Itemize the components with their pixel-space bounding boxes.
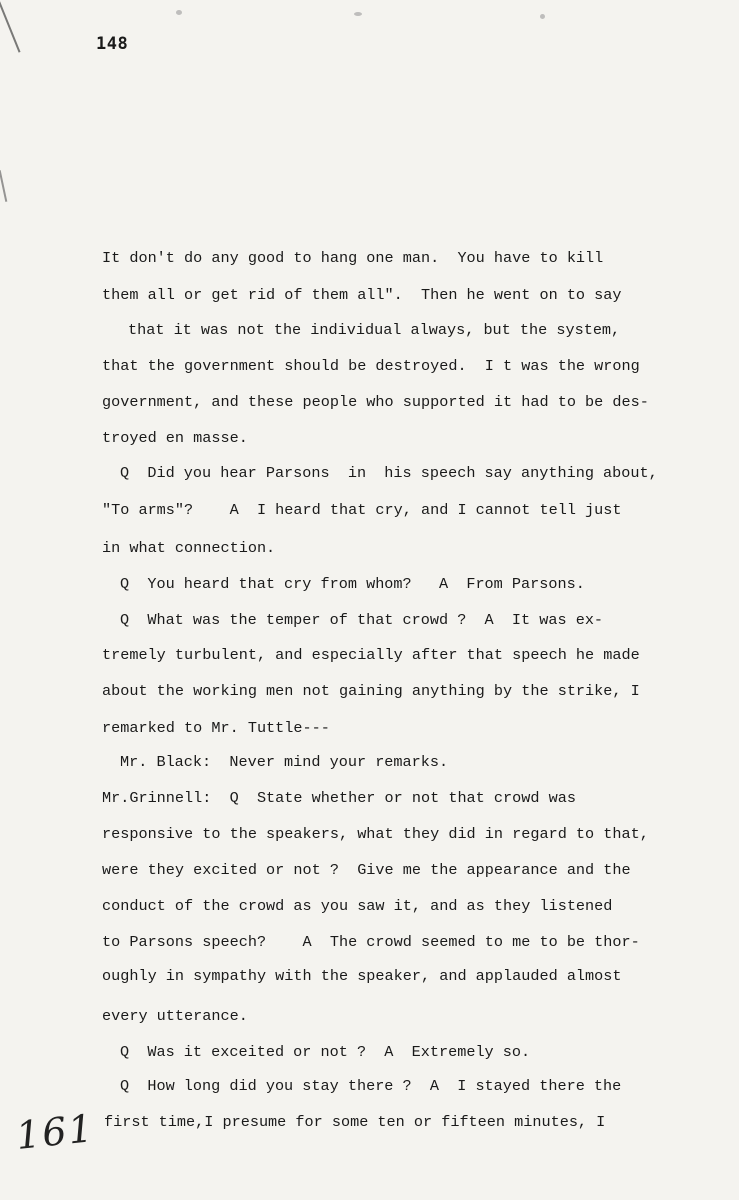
handwritten-margin-number: 161	[13, 1106, 97, 1158]
text-line: them all or get rid of them all". Then he went on to say	[102, 286, 622, 304]
text-line: Q How long did you stay there ? A I stayed there the	[120, 1077, 622, 1095]
page-edge-mark	[0, 0, 48, 53]
text-line: oughly in sympathy with the speaker, and applauded almost	[102, 967, 622, 985]
text-line: Q What was the temper of that crowd ? A It was ex-	[120, 611, 604, 629]
text-line: Q Was it exceited or not ? A Extremely so.	[120, 1043, 531, 1061]
text-line: remarked to Mr. Tuttle---	[102, 719, 330, 737]
page-edge-mark	[0, 170, 7, 202]
text-line: about the working men not gaining anything by the strike, I	[102, 682, 640, 700]
text-line: It don't do any good to hang one man. You have to kill	[102, 249, 604, 267]
page-number: 148	[96, 34, 129, 54]
text-line: Q You heard that cry from whom? A From Parsons.	[120, 575, 585, 593]
text-line: responsive to the speakers, what they did in regard to that,	[102, 825, 649, 843]
scan-speck	[354, 12, 362, 16]
scan-speck	[176, 10, 182, 15]
text-line: that the government should be destroyed. I t was the wrong	[102, 357, 640, 375]
text-line: "To arms"? A I heard that cry, and I cannot tell just	[102, 501, 622, 519]
text-line: Q Did you hear Parsons in his speech say anything about,	[120, 464, 658, 482]
text-line: conduct of the crowd as you saw it, and as they listened	[102, 897, 613, 915]
text-line: in what connection.	[102, 539, 276, 557]
text-line: Mr. Black: Never mind your remarks.	[120, 753, 449, 771]
text-line: government, and these people who supported it had to be des-	[102, 393, 649, 411]
scan-speck	[540, 14, 545, 19]
text-line: troyed en masse.	[102, 429, 248, 447]
text-line: tremely turbulent, and especially after that speech he made	[102, 646, 640, 664]
text-line: to Parsons speech? A The crowd seemed to me to be thor-	[102, 933, 640, 951]
text-line: first time,I presume for some ten or fifteen minutes, I	[104, 1113, 606, 1131]
text-line: were they excited or not ? Give me the appearance and the	[102, 861, 631, 879]
text-line: every utterance.	[102, 1007, 248, 1025]
text-line: that it was not the individual always, but the system,	[128, 321, 621, 339]
text-line: Mr.Grinnell: Q State whether or not that crowd was	[102, 789, 576, 807]
